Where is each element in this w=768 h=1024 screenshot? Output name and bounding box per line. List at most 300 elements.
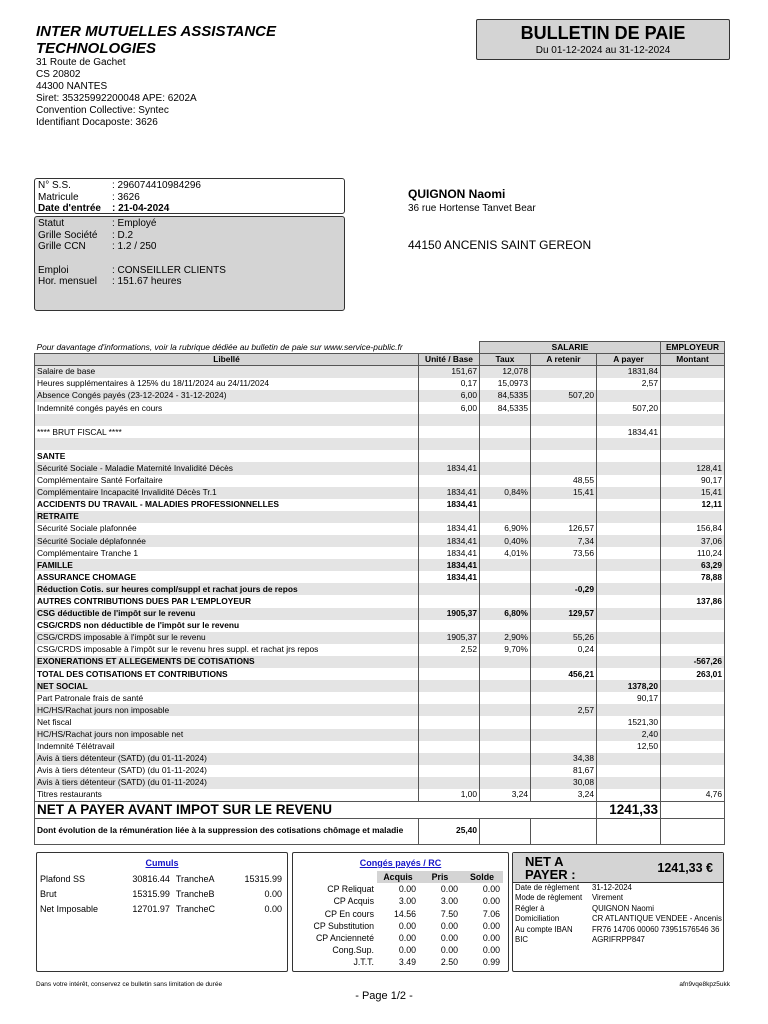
grille-ccn-label: Grille CCN — [38, 241, 86, 252]
table-row — [35, 608, 725, 620]
table-row — [35, 729, 725, 741]
conges-row — [293, 944, 503, 956]
cell-lib: Heures supplémentaires à 125% du 18/11/2024 au 24/11/2024 — [35, 378, 419, 390]
cell-taux — [480, 704, 531, 716]
cell-lib: ACCIDENTS DU TRAVAIL - MALADIES PROFESSIONNELLES — [35, 499, 419, 511]
cell-mt — [661, 632, 725, 644]
cell-ar — [531, 716, 597, 728]
cell-taux: 84,5335 — [480, 402, 531, 414]
conges-cell-p: 0.00 — [440, 884, 458, 895]
cumuls-cell-c: TrancheB — [175, 888, 215, 899]
cell-mt — [661, 608, 725, 620]
cell-taux — [480, 692, 531, 704]
cell-ar: 15,41 — [531, 487, 597, 499]
cell-lib: Indemnité congés payés en cours — [35, 402, 419, 414]
cell-ar — [531, 426, 597, 438]
cell-ap — [597, 632, 661, 644]
grille-societe-value: : D.2 — [112, 229, 134, 241]
cumuls-cell-b: 30816.44 — [132, 873, 170, 884]
cell-ub — [419, 511, 480, 523]
identity-box — [34, 178, 345, 214]
table-row — [35, 547, 725, 559]
cell-taux — [480, 753, 531, 765]
cell-ar: 129,57 — [531, 608, 597, 620]
table-row — [35, 595, 725, 607]
cell-mt — [661, 729, 725, 741]
cell-lib: HC/HS/Rachat jours non imposable net — [35, 729, 419, 741]
cell-lib: EXONERATIONS ET ALLEGEMENTS DE COTISATIONS — [35, 656, 419, 668]
cell-ar — [531, 402, 597, 414]
conges-cell-l: CP Ancienneté — [315, 933, 374, 944]
cell-mt — [661, 692, 725, 704]
table-row — [35, 559, 725, 571]
payment-key: BIC — [515, 935, 528, 945]
employee-block — [408, 187, 728, 252]
cell-ub — [419, 656, 480, 668]
cell-ub — [419, 583, 480, 595]
cell-lib: Avis à tiers détenteur (SATD) (du 01-11-2024) — [35, 765, 419, 777]
cell-mt — [661, 753, 725, 765]
cumuls-box — [36, 852, 288, 972]
cell-lib: Sécurité Sociale déplafonnée — [35, 535, 419, 547]
cell-ub — [419, 450, 480, 462]
table-row — [35, 789, 725, 801]
cell-ap — [597, 571, 661, 583]
cell-ub: 6,00 — [419, 390, 480, 402]
cell-ar: 55,26 — [531, 632, 597, 644]
cell-taux — [480, 426, 531, 438]
company-address-line: 31 Route de Gachet — [36, 57, 126, 68]
table-row — [35, 414, 725, 426]
cell-mt — [661, 402, 725, 414]
conges-cell-l: J.T.T. — [353, 957, 374, 968]
cell-ar — [531, 559, 597, 571]
cell-taux: 6,80% — [480, 608, 531, 620]
cell-mt: 128,41 — [661, 462, 725, 474]
cell-ap — [597, 656, 661, 668]
conges-cell-a: 0.00 — [398, 920, 416, 931]
cell-ar — [531, 450, 597, 462]
payment-key: Mode de règlement — [515, 893, 583, 903]
company-address-line: Identifiant Docaposte: 3626 — [36, 117, 158, 128]
horaire-label: Hor. mensuel — [38, 276, 97, 287]
cell-ub — [419, 620, 480, 632]
cell-lib: Réduction Cotis. sur heures compl/suppl et rachat jours de repos — [35, 583, 419, 595]
cell-ap — [597, 547, 661, 559]
cell-ub: 1834,41 — [419, 462, 480, 474]
cell-mt: 63,29 — [661, 559, 725, 571]
table-row — [35, 511, 725, 523]
cell-ap: 1378,20 — [597, 680, 661, 692]
cumuls-row — [37, 871, 285, 886]
cell-mt — [661, 620, 725, 632]
table-info-text: Pour davantage d'informations, voir la rubrique dédiée au bulletin de paie sur www.service-public.fr — [36, 341, 403, 352]
cell-ar: 7,34 — [531, 535, 597, 547]
cell-ap — [597, 438, 661, 450]
cell-ap: 1834,41 — [597, 426, 661, 438]
table-row — [35, 378, 725, 390]
cell-mt: 90,17 — [661, 475, 725, 487]
company-address-line: Siret: 35325992200048 APE: 6202A — [36, 93, 197, 104]
conges-cell-a: 3.49 — [398, 957, 416, 968]
cell-ap — [597, 559, 661, 571]
payment-row — [513, 925, 723, 935]
payment-value: QUIGNON Naomi — [592, 903, 654, 913]
cell-taux: 3,24 — [480, 789, 531, 801]
entree-label: Date d'entrée — [38, 203, 101, 214]
cumuls-cell-b: 12701.97 — [132, 903, 170, 914]
conges-cell-l: CP Substitution — [313, 920, 374, 931]
conges-cell-p: 2.50 — [440, 957, 458, 968]
cell-taux — [480, 777, 531, 789]
ss-row — [38, 180, 341, 192]
unite-base-header: Unité / Base — [419, 354, 480, 366]
entree-value: : 21-04-2024 — [112, 203, 170, 214]
cell-lib: Complémentaire Incapacité Invalidité Décès Tr.1 — [35, 487, 419, 499]
cell-taux — [480, 462, 531, 474]
emploi-label: Emploi — [38, 264, 69, 276]
cell-ub — [419, 716, 480, 728]
payment-key: Régler à — [515, 903, 545, 913]
cell-ub: 0,17 — [419, 378, 480, 390]
conges-table — [293, 871, 503, 969]
cell-ub: 6,00 — [419, 402, 480, 414]
table-row — [35, 680, 725, 692]
conges-cell-p: 7.50 — [440, 908, 458, 919]
cumuls-cell-b: 15315.99 — [132, 888, 170, 899]
footer-ref: afn9vqe8kpz5ukk — [679, 981, 730, 988]
cell-mt — [661, 378, 725, 390]
net-a-payer-value: 1241,33 € — [657, 860, 713, 875]
conges-cell-a: 0.00 — [398, 884, 416, 895]
cell-ap: 1831,84 — [597, 366, 661, 378]
cell-mt: 15,41 — [661, 487, 725, 499]
cell-lib: Salaire de base — [35, 366, 419, 378]
payment-key: Domiciliation — [515, 914, 560, 924]
cell-ub: 1834,41 — [419, 571, 480, 583]
employee-address: 36 rue Hortense Tanvet Bear — [408, 203, 536, 214]
cell-ap — [597, 499, 661, 511]
cell-ap — [597, 450, 661, 462]
cell-ar — [531, 680, 597, 692]
cell-mt: 156,84 — [661, 523, 725, 535]
employee-city: 44150 ANCENIS SAINT GEREON — [408, 238, 592, 252]
net-avant-impot-row — [35, 801, 725, 818]
cell-mt — [661, 450, 725, 462]
table-row — [35, 450, 725, 462]
conges-row — [293, 932, 503, 944]
cell-ub — [419, 692, 480, 704]
cell-ub — [419, 475, 480, 487]
payment-key: Au compte IBAN — [515, 924, 573, 934]
conges-cell-s: 0.00 — [482, 945, 500, 956]
cumuls-cell-a: Plafond SS — [40, 873, 86, 884]
emploi-row — [38, 265, 341, 277]
evolution-value: 25,40 — [419, 818, 480, 844]
cell-ub — [419, 426, 480, 438]
cell-lib: Absence Congés payés (23-12-2024 - 31-12-2024) — [35, 390, 419, 402]
cell-mt — [661, 644, 725, 656]
horaire-row — [38, 276, 341, 288]
cell-ap — [597, 765, 661, 777]
ss-label: N° S.S. — [38, 180, 71, 191]
cell-ap — [597, 753, 661, 765]
conges-cell-l: Cong.Sup. — [332, 945, 374, 956]
cell-ap — [597, 789, 661, 801]
table-row — [35, 692, 725, 704]
table-row — [35, 632, 725, 644]
cell-mt: 263,01 — [661, 668, 725, 680]
payment-row — [513, 904, 723, 914]
company-address — [36, 57, 366, 129]
grille-societe-row — [38, 230, 341, 242]
cell-ar: 73,56 — [531, 547, 597, 559]
cell-taux — [480, 583, 531, 595]
table-row — [35, 402, 725, 414]
payment-value: 31-12-2024 — [592, 883, 632, 892]
cell-taux — [480, 668, 531, 680]
cell-lib: Avis à tiers détenteur (SATD) (du 01-11-2024) — [35, 777, 419, 789]
payment-row — [513, 935, 723, 945]
cell-taux: 0,84% — [480, 487, 531, 499]
cell-lib: RETRAITE — [35, 511, 419, 523]
employee-name: QUIGNON Naomi — [408, 187, 506, 201]
payment-value: FR76 14706 00060 73951576546 36 — [592, 924, 720, 934]
statut-row — [38, 218, 341, 230]
cell-ub: 151,67 — [419, 366, 480, 378]
salarie-header: SALARIE — [480, 342, 661, 354]
payment-details — [513, 883, 723, 945]
cell-mt — [661, 511, 725, 523]
matricule-label: Matricule — [38, 191, 79, 203]
payment-value: CR ATLANTIQUE VENDEE - Ancenis — [592, 914, 722, 924]
cell-mt: 4,76 — [661, 789, 725, 801]
conges-title[interactable]: Congés payés / RC — [359, 858, 442, 868]
cell-mt — [661, 366, 725, 378]
cell-ar — [531, 511, 597, 523]
cell-lib: Sécurité Sociale - Maladie Maternité Invalidité Décès — [35, 462, 419, 474]
cell-ub: 1905,37 — [419, 632, 480, 644]
cell-mt — [661, 777, 725, 789]
acquis-header: Acquis — [377, 871, 419, 883]
cell-taux: 9,70% — [480, 644, 531, 656]
cell-ar: 81,67 — [531, 765, 597, 777]
cell-ap — [597, 668, 661, 680]
table-row — [35, 644, 725, 656]
cell-ar — [531, 729, 597, 741]
cell-ar — [531, 378, 597, 390]
table-row — [35, 716, 725, 728]
table-row — [35, 765, 725, 777]
payment-row — [513, 914, 723, 924]
cell-ap — [597, 704, 661, 716]
matricule-row — [38, 192, 341, 204]
company-address-line: 44300 NANTES — [36, 81, 108, 92]
cell-ar — [531, 462, 597, 474]
cumuls-cell-d: 0.00 — [264, 888, 282, 899]
cell-taux — [480, 765, 531, 777]
table-row — [35, 487, 725, 499]
table-row — [35, 620, 725, 632]
cell-ar — [531, 499, 597, 511]
taux-header: Taux — [480, 354, 531, 366]
conges-box — [292, 852, 509, 972]
table-info-row — [35, 342, 725, 354]
cell-ub: 1905,37 — [419, 608, 480, 620]
cell-mt — [661, 414, 725, 426]
evolution-label: Dont évolution de la rémunération liée à la suppression des cotisations chômage et maladie — [35, 818, 419, 844]
table-row — [35, 741, 725, 753]
a-payer-header: A payer — [597, 354, 661, 366]
pris-header: Pris — [419, 871, 461, 883]
cumuls-cell-c: TrancheC — [175, 903, 216, 914]
cell-mt — [661, 741, 725, 753]
cell-mt: 12,11 — [661, 499, 725, 511]
cell-ar — [531, 620, 597, 632]
conges-cell-s: 7.06 — [482, 908, 500, 919]
table-row — [35, 656, 725, 668]
cumuls-title[interactable]: Cumuls — [145, 858, 179, 868]
table-row — [35, 753, 725, 765]
payment-value: AGRIFRPP847 — [592, 935, 645, 945]
conges-row — [293, 908, 503, 920]
conges-cell-a: 3.00 — [398, 896, 416, 907]
cell-lib: Sécurité Sociale plafonnée — [35, 523, 419, 535]
conges-cell-s: 0.99 — [482, 957, 500, 968]
conges-cell-s: 0.00 — [482, 884, 500, 895]
cell-ap — [597, 535, 661, 547]
payment-row — [513, 883, 723, 893]
cumuls-cell-a: Net Imposable — [40, 903, 99, 914]
cell-ub: 1834,41 — [419, 523, 480, 535]
cell-lib: SANTE — [35, 450, 419, 462]
status-box — [34, 216, 345, 311]
solde-header: Solde — [461, 871, 503, 883]
cell-mt: 37,06 — [661, 535, 725, 547]
libelle-header: Libellé — [35, 354, 419, 366]
cell-ap — [597, 390, 661, 402]
table-row — [35, 583, 725, 595]
cell-ap — [597, 414, 661, 426]
bulletin-title: BULLETIN DE PAIE — [520, 23, 686, 43]
table-row — [35, 475, 725, 487]
emploi-value: : CONSEILLER CLIENTS — [112, 264, 226, 276]
cell-ap: 90,17 — [597, 692, 661, 704]
montant-header: Montant — [661, 354, 725, 366]
cell-taux — [480, 571, 531, 583]
cell-ap: 2,40 — [597, 729, 661, 741]
cell-ar: 2,57 — [531, 704, 597, 716]
cell-taux — [480, 438, 531, 450]
a-retenir-header: A retenir — [531, 354, 597, 366]
conges-cell-p: 0.00 — [440, 933, 458, 944]
cell-ap — [597, 475, 661, 487]
conges-cell-l: CP En cours — [324, 908, 374, 919]
cell-ar — [531, 438, 597, 450]
cell-lib: TOTAL DES COTISATIONS ET CONTRIBUTIONS — [35, 668, 419, 680]
cumuls-cell-c: TrancheA — [175, 873, 215, 884]
grille-ccn-value: : 1.2 / 250 — [112, 241, 157, 252]
cell-ub: 1,00 — [419, 789, 480, 801]
net-a-payer-label: NET A PAYER : — [525, 853, 576, 882]
cell-lib: Net fiscal — [35, 716, 419, 728]
cell-taux — [480, 680, 531, 692]
cell-mt: 137,86 — [661, 595, 725, 607]
table-row — [35, 523, 725, 535]
evolution-row — [35, 818, 725, 844]
payslip-table — [34, 341, 725, 845]
cell-ub — [419, 595, 480, 607]
cell-taux: 6,90% — [480, 523, 531, 535]
cell-ap — [597, 644, 661, 656]
cell-lib: NET SOCIAL — [35, 680, 419, 692]
cell-ar: 507,20 — [531, 390, 597, 402]
cell-mt — [661, 390, 725, 402]
conges-cell-l: CP Reliquat — [327, 884, 374, 895]
conges-cell-a: 0.00 — [398, 933, 416, 944]
cell-lib: CSG/CRDS imposable à l'impôt sur le revenu hres suppl. et rachat jrs repos — [35, 644, 419, 656]
conges-cell-a: 14.56 — [393, 908, 416, 919]
cell-mt: 110,24 — [661, 547, 725, 559]
cell-taux — [480, 499, 531, 511]
cell-taux: 15,0973 — [480, 378, 531, 390]
cell-taux — [480, 559, 531, 571]
conges-row — [293, 956, 503, 968]
cell-taux: 12,078 — [480, 366, 531, 378]
company-address-line: Convention Collective: Syntec — [36, 105, 169, 116]
cell-lib: Indemnité Télétravail — [35, 741, 419, 753]
table-row — [35, 390, 725, 402]
cell-taux — [480, 741, 531, 753]
table-row — [35, 535, 725, 547]
cell-ar — [531, 595, 597, 607]
cell-taux — [480, 656, 531, 668]
conges-cell-s: 0.00 — [482, 920, 500, 931]
cumuls-row — [37, 886, 285, 901]
cell-ar — [531, 692, 597, 704]
cell-lib: FAMILLE — [35, 559, 419, 571]
table-row — [35, 366, 725, 378]
conges-row — [293, 920, 503, 932]
net-a-payer-banner — [513, 853, 723, 883]
cell-ap — [597, 608, 661, 620]
cell-lib: **** BRUT FISCAL **** — [35, 426, 419, 438]
cell-lib: CSG/CRDS non déductible de l'impôt sur le revenu — [35, 620, 419, 632]
cell-ar — [531, 741, 597, 753]
conges-row — [293, 883, 503, 895]
cell-lib: CSG/CRDS imposable à l'impôt sur le revenu — [35, 632, 419, 644]
company-block — [36, 23, 366, 129]
table-row — [35, 704, 725, 716]
cell-ar: 34,38 — [531, 753, 597, 765]
cell-ap: 507,20 — [597, 402, 661, 414]
conges-row — [293, 895, 503, 907]
cell-ub — [419, 414, 480, 426]
cell-ap — [597, 583, 661, 595]
cell-lib: ASSURANCE CHOMAGE — [35, 571, 419, 583]
payment-value: Virement — [592, 893, 624, 903]
cell-ar — [531, 366, 597, 378]
cell-ap: 1521,30 — [597, 716, 661, 728]
cell-taux — [480, 475, 531, 487]
conges-cell-l: CP Acquis — [333, 896, 374, 907]
cell-taux — [480, 716, 531, 728]
table-row — [35, 571, 725, 583]
cell-lib: Complémentaire Santé Forfaitaire — [35, 475, 419, 487]
grille-ccn-row — [38, 241, 341, 253]
cell-ar: 48,55 — [531, 475, 597, 487]
conges-header-row — [293, 871, 503, 883]
